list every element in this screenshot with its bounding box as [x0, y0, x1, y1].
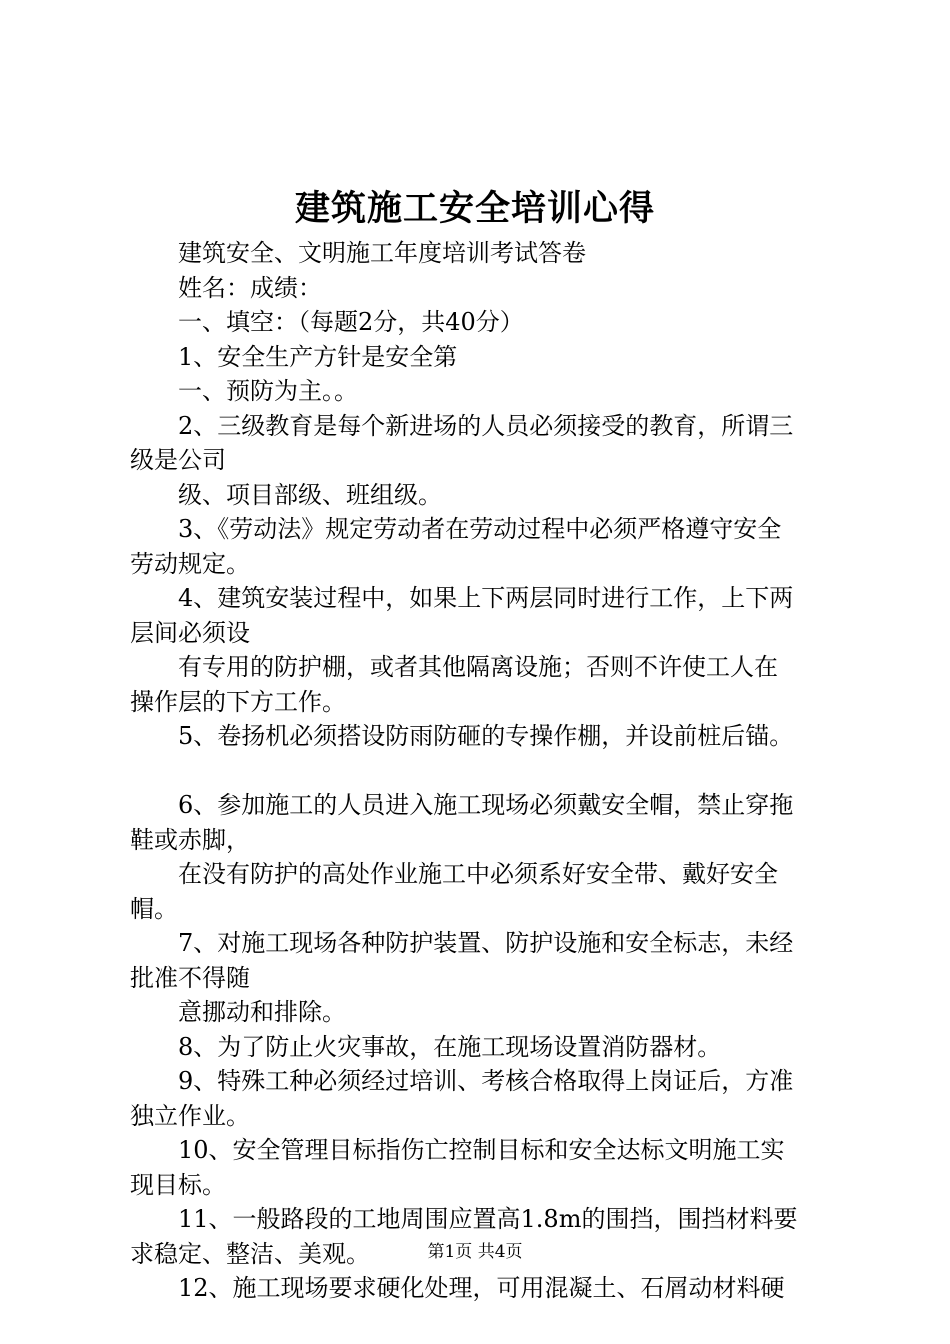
text-line [130, 754, 830, 789]
page-footer: 第1页 共4页 [427, 1242, 523, 1262]
text-line: 批准不得随 [130, 963, 250, 992]
text-line: 级是公司 [130, 446, 226, 474]
text-line: 3、《劳动法》规定劳动者在劳动过程中必须严格遵守安全 [178, 515, 782, 543]
text-line: 10、安全管理目标指伤亡控制目标和安全达标文明施工实 [178, 1136, 785, 1164]
text-line: 7、对施工现场各种防护装置、防护设施和安全标志，未经 [178, 929, 794, 957]
text-line: 2、三级教育是每个新进场的人员必须接受的教育，所谓三 [178, 411, 794, 440]
text-line: 级、项目部级、班组级。 [178, 480, 442, 509]
text-line: 帽。 [130, 894, 178, 923]
text-line: 操作层的下方工作。 [130, 687, 346, 716]
text-line: 一、预防为主。。 [178, 377, 358, 405]
text-line: 在没有防护的高处作业施工中必须系好安全带、戴好安全 [178, 860, 778, 888]
text-line: 建筑安全、文明施工年度培训考试答卷 [178, 239, 586, 267]
text-line: 鞋或赤脚， [130, 825, 250, 854]
text-line: 独立作业。 [130, 1101, 250, 1130]
text-line: 意挪动和排除。 [178, 998, 346, 1026]
text-line: 有专用的防护棚，或者其他隔离设施；否则不许使工人在 [178, 653, 778, 681]
text-line: 1、安全生产方针是安全第 [178, 342, 458, 371]
document-body [130, 236, 830, 1306]
text-line: 8、为了防止火灾事故，在施工现场设置消防器材。 [178, 1032, 722, 1061]
text-line: 层间必须设 [130, 618, 250, 647]
text-line: 5、卷扬机必须搭设防雨防砸的专操作棚，并设前桩后锚。 [178, 722, 794, 750]
document-title: 建筑施工安全培训心得 [294, 188, 655, 229]
text-line: 9、特殊工种必须经过培训、考核合格取得上岗证后，方准 [178, 1067, 794, 1095]
text-line: 现目标。 [130, 1170, 226, 1199]
text-line: 4、建筑安装过程中，如果上下两层同时进行工作，上下两 [178, 584, 794, 612]
text-line: 姓名：成绩： [178, 273, 322, 302]
text-line: 求稳定、整洁、美观。 [130, 1239, 370, 1268]
text-line: 劳动规定。 [130, 549, 250, 578]
text-line: 6、参加施工的人员进入施工现场必须戴安全帽，禁止穿拖 [178, 791, 794, 819]
text-line: 12、施工现场要求硬化处理，可用混凝土、石屑动材料硬 [178, 1274, 785, 1302]
text-line: 11、一般路段的工地周围应置高1.8m的围挡，围挡材料要 [178, 1205, 798, 1233]
text-line: 一、填空：（每题2分，共40分） [178, 308, 524, 336]
